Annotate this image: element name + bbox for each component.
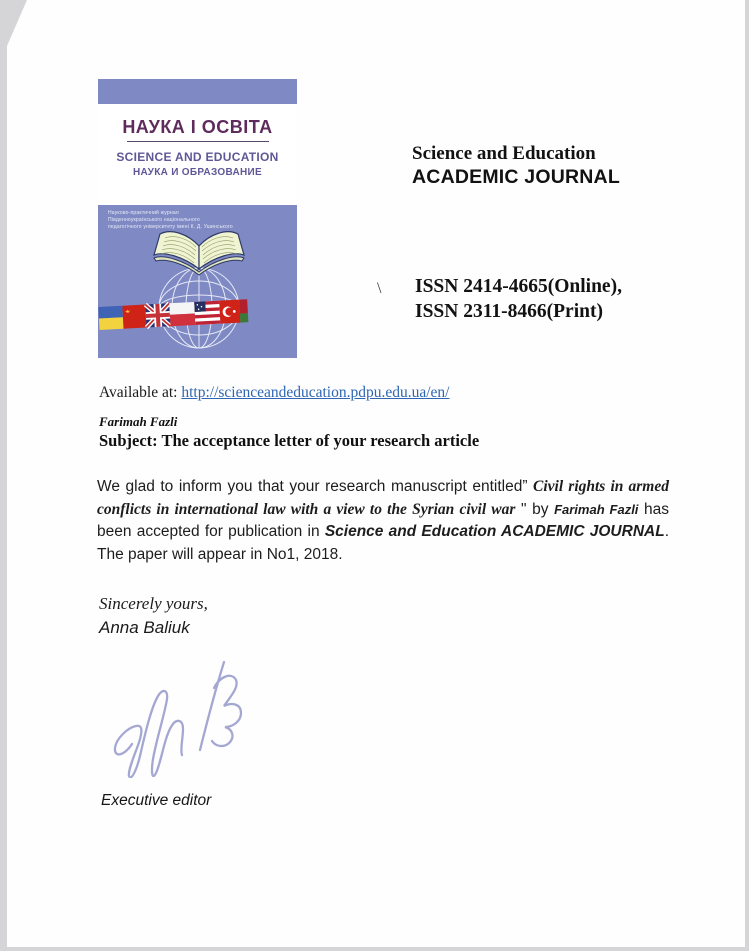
body-segment: . The paper will appear in No1, 2018. [97, 523, 669, 563]
flag-belarus-icon [239, 299, 248, 322]
signer-name: Anna Baliuk [99, 618, 190, 637]
body-segment: We glad to inform you that your research manuscript entitled” [97, 478, 534, 495]
closing-sincerely: Sincerely yours, [99, 594, 208, 613]
body-paragraph [97, 476, 669, 566]
availability-label: Available at: [99, 384, 182, 401]
cover-imprint-line: Південноукраїнського національного [108, 217, 200, 223]
availability-line [99, 384, 450, 402]
issn-online: ISSN 2414-4665(Online), [415, 276, 622, 297]
stray-mark: \ [377, 280, 382, 297]
cover-imprint-line: педагогічного університету імені К. Д. Ушинського [108, 224, 233, 230]
recipient-name: Farimah Fazli [99, 414, 178, 429]
flag-turkey-icon [219, 300, 240, 324]
letter-page [7, 0, 745, 947]
flag-usa-icon [194, 301, 220, 325]
subject-line: Subject: The acceptance letter of your research article [99, 431, 480, 450]
signature-image [102, 648, 277, 778]
photo-corner-notch [7, 0, 27, 46]
open-book-icon [154, 232, 244, 275]
flag-china-icon [122, 305, 146, 329]
issn-block [415, 274, 622, 324]
journal-name-line2: ACADEMIC JOURNAL [412, 166, 620, 188]
cover-title-block [98, 117, 297, 205]
cover-title-english: SCIENCE AND EDUCATION [116, 150, 279, 164]
issn-print: ISSN 2311-8466(Print) [415, 301, 603, 322]
cover-title-underline [127, 141, 269, 142]
flag-poland-icon [169, 302, 195, 326]
journal-name-line1: Science and Education [412, 143, 596, 164]
article-title: Civil rights in armed conflicts in international law with a view to the Syrian civil war [97, 478, 669, 518]
author-name: Farimah Fazli [554, 501, 639, 517]
flag-uk-icon [145, 303, 170, 327]
body-segment: has been accepted for publication in [97, 500, 669, 540]
cover-artwork-area [98, 205, 297, 358]
cover-title-russian: НАУКА И ОБРАЗОВАНИЕ [133, 167, 262, 178]
flag-ukraine-icon [98, 306, 123, 330]
signer-role: Executive editor [101, 792, 212, 809]
cover-title-ukrainian: НАУКА І ОСВІТА [122, 117, 273, 137]
journal-name-inline: Science and Education ACADEMIC JOURNAL [324, 523, 665, 540]
journal-cover [98, 79, 297, 345]
body-segment: " by [515, 500, 555, 518]
cover-top-band [98, 79, 297, 104]
cover-imprint-line: Науково-практичний журнал [108, 210, 179, 216]
cover-art [98, 221, 297, 358]
journal-url-link[interactable]: http://scienceandeducation.pdpu.edu.ua/en/ [181, 384, 450, 401]
